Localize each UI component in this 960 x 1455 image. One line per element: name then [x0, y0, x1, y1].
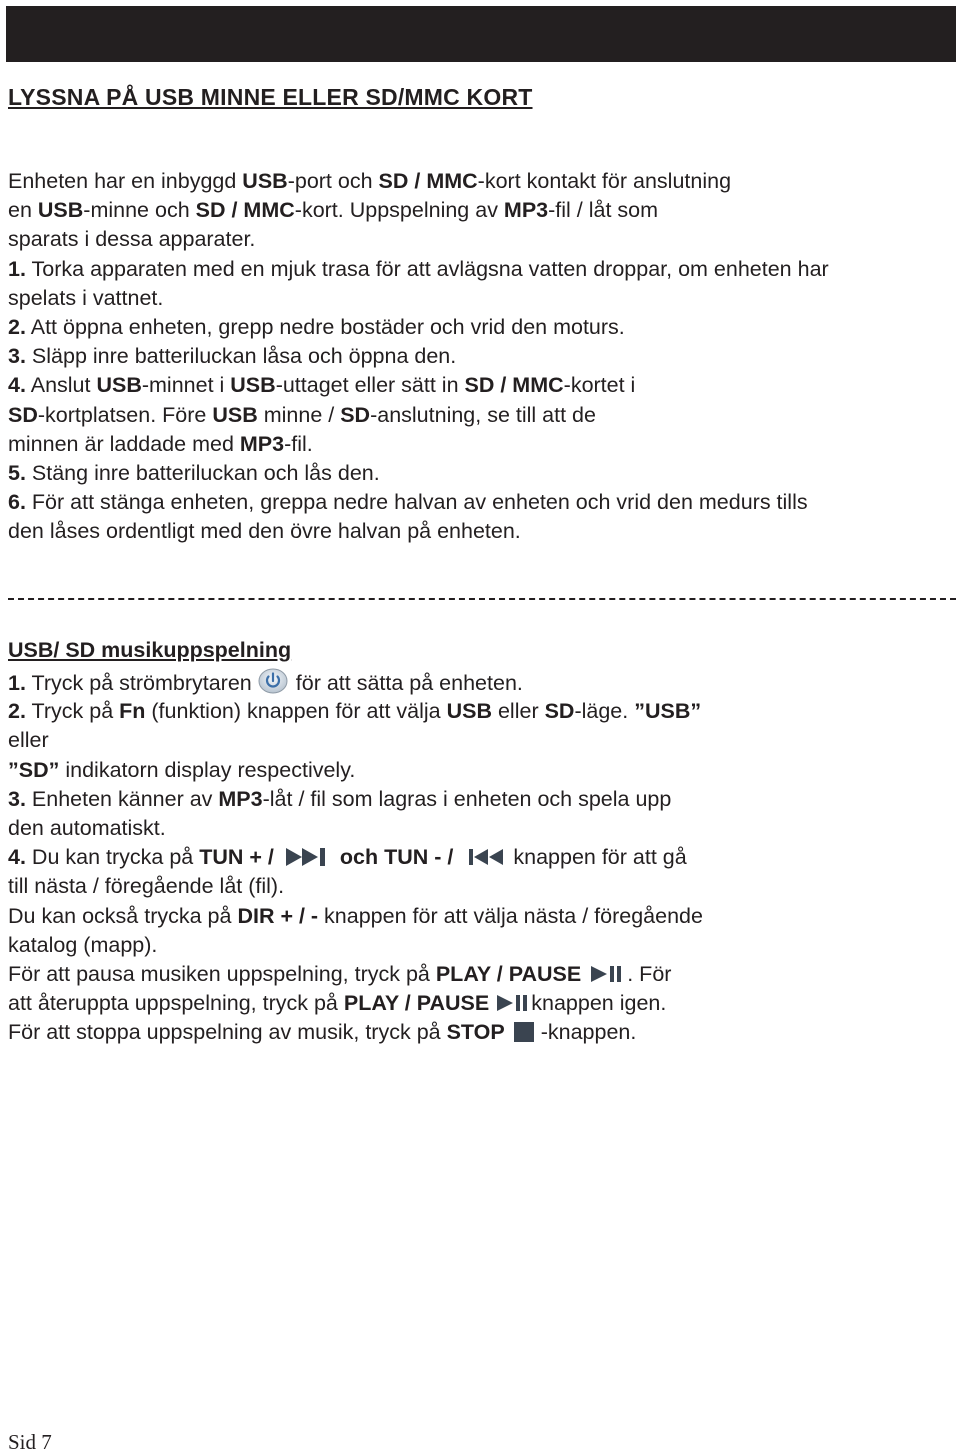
dir-instruction-cont: katalog (mapp). — [8, 932, 158, 957]
step-6-cont: den låses ordentligt med den övre halvan på enheten. — [8, 519, 521, 544]
power-button-icon — [258, 668, 288, 694]
step-1: 1. Torka apparaten med en mjuk trasa för att avlägsna vatten droppar, om enheten har — [8, 256, 829, 281]
step-2: 2. Att öppna enheten, grepp nedre bostäder och vrid den moturs. — [8, 314, 625, 339]
intro-line-2: en USB-minne och SD / MMC-kort. Uppspelning av MP3-fil / låt som — [8, 198, 659, 223]
page-number: Sid 7 — [8, 1430, 52, 1454]
play-pause-icon — [495, 992, 529, 1014]
section-subtitle: USB/ SD musikuppspelning — [8, 638, 292, 662]
intro-line-1: Enheten har en inbyggd USB-port och SD / MMC-kort kontakt för anslutning — [8, 169, 732, 193]
step-4-cont-1: SD-kortplatsen. Före USB minne / SD-anslutning, se till att de — [8, 402, 596, 427]
previous-track-icon — [467, 846, 507, 868]
step-1-cont: spelats i vattnet. — [8, 285, 164, 310]
step-6: 6. För att stänga enheten, greppa nedre halvan av enheten och vrid den medurs tills — [8, 490, 808, 515]
step-4: 4. Anslut USB-minnet i USB-uttaget eller sätt in SD / MMC-kortet i — [8, 373, 636, 398]
playback-step-4: 4. Du kan trycka på TUN + / och TUN - / knappen för att gå — [8, 845, 687, 870]
playback-step-2: 2. Tryck på Fn (funktion) knappen för att välja USB eller SD-läge. ”USB” — [8, 699, 702, 724]
pause-instruction: För att pausa musiken uppspelning, tryck på PLAY / PAUSE . För — [8, 961, 672, 986]
playback-step-3: 3. Enheten känner av MP3-låt / fil som lagras i enheten och spela upp — [8, 786, 672, 811]
intro-line-3: sparats i dessa apparater. — [8, 227, 256, 252]
playback-step-4-cont: till nästa / föregående låt (fil). — [8, 874, 285, 899]
section-divider — [8, 598, 956, 600]
step-5: 5. Stäng inre batteriluckan och lås den. — [8, 460, 380, 485]
stop-icon — [513, 1021, 535, 1043]
resume-instruction: att återuppta uppspelning, tryck på PLAY / PAUSE knappen igen. — [8, 991, 667, 1016]
dir-instruction: Du kan också trycka på DIR + / - knappen för att välja nästa / föregående — [8, 903, 703, 928]
stop-instruction: För att stoppa uppspelning av musik, tryck på STOP -knappen. — [8, 1020, 637, 1045]
page-title: LYSSNA PÅ USB MINNE ELLER SD/MMC KORT — [8, 84, 533, 110]
playback-step-2-cont-1: eller — [8, 728, 49, 753]
playback-section — [8, 668, 948, 1047]
play-pause-icon — [589, 963, 623, 985]
step-4-cont-2: minnen är laddade med MP3-fil. — [8, 431, 313, 456]
playback-step-1: 1. Tryck på strömbrytaren för att sätta på enheten. — [8, 668, 948, 697]
header-bar — [6, 6, 956, 62]
playback-step-2-cont-2: ”SD” indikatorn display respectively. — [8, 757, 356, 782]
step-3: 3. Släpp inre batteriluckan låsa och öppna den. — [8, 344, 457, 369]
next-track-icon — [284, 846, 330, 868]
playback-step-3-cont: den automatiskt. — [8, 815, 166, 840]
intro-section — [8, 167, 948, 546]
